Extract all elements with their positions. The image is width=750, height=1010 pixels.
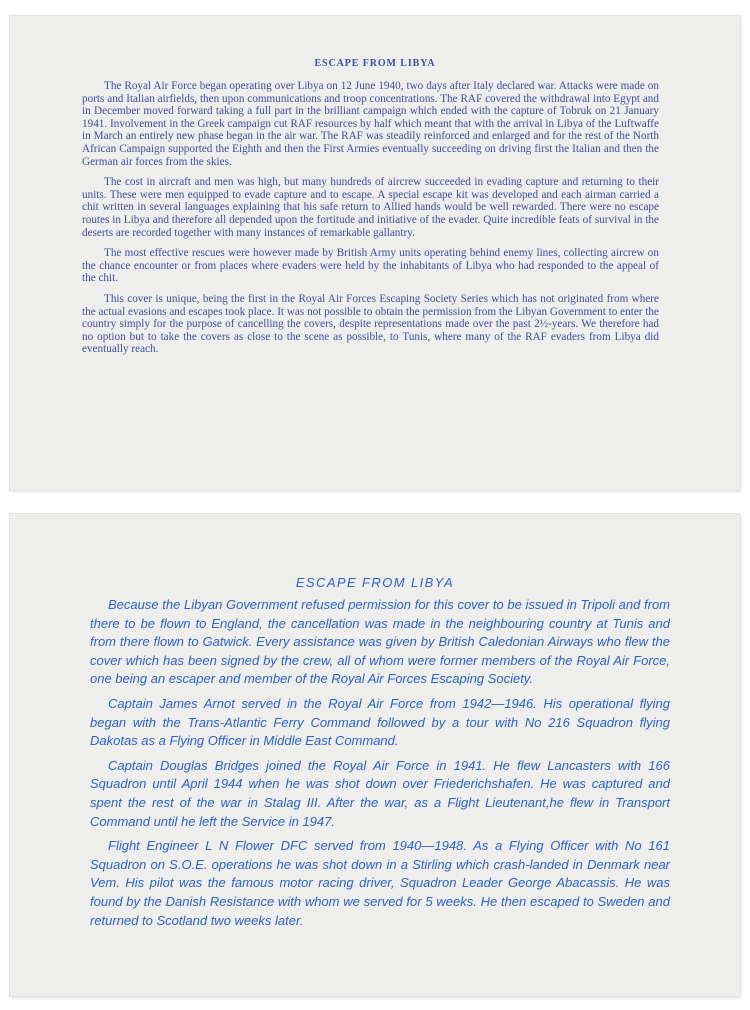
paragraph-cancellation: Because the Libyan Government refused permission for this cover to be issued in Tripoli and from there to be flown to England, the cancellation was made in the neighbouring country at Tunis and from there flown to Gatwick. Every assistance was given by British Caledonian Airways who flew the cover which has been signed by the crew, all of whom were former members of the Royal Air Force, one being an escaper and member of the Royal Air Forces Escaping Society. bbox=[90, 597, 670, 687]
card-title: ESCAPE FROM LIBYA bbox=[314, 58, 436, 69]
paragraph-raf-operations: The Royal Air Force began operating over Libya on 12 June 1940, two days after Italy declared war. Attacks were made on ports and Italian airfields, then upon communications and troop concentrations. The RAF covered the withdrawal into Egypt and in December moved forward taking a full part in the brilliant campaign which ended with the capture of Tobruk on 21 January 1941. Involvement in the Greek campaign cut RAF resources by half which meant that with the arrival in Libya of the Luftwaffe in March an entirely new phase began in the air war. The RAF was steadily reinforced and enlarged and for the rest of the North African Campaign supported the Eighth and then the First Armies eventually succeeding on driving first the Italian and then the German air forces from the skies. bbox=[82, 80, 659, 168]
paragraph-captain-arnot: Captain James Arnot served in the Royal Air Force from 1942—1946. His operational flying began with the Trans-Atlantic Ferry Command followed by a tour with No 216 Squadron flying Dakotas as a Flying Officer in Middle East Command. bbox=[90, 695, 670, 749]
card-body bbox=[82, 80, 659, 364]
card-body bbox=[90, 596, 670, 936]
paragraph-captain-bridges: Captain Douglas Bridges joined the Royal Air Force in 1941. He flew Lancasters with 166 Squadron until April 1944 when he was shot down over Friederichshafen. He was captured and spent the rest of the war in Stalag III. After the war, as a Flight Lieutenant,he flew in Transport Command until he left the Service in 1947. bbox=[90, 757, 670, 829]
paragraph-cover-unique: This cover is unique, being the first in the Royal Air Forces Escaping Society Series which has not originated from where the actual evasions and escapes took place. It was not possible to obtain the permission from the Libyan Government to enter the country simply for the purpose of cancelling the covers, despite representations made over the past 2½-years. We therefore had no option but to take the covers as close to the scene as possible, to Tunis, where many of the RAF evaders from Libya did eventually reach. bbox=[82, 292, 659, 356]
cover-insert-card-typewritten bbox=[10, 16, 740, 490]
cover-insert-card-italic bbox=[10, 514, 740, 996]
paragraph-cost-and-evasion: The cost in aircraft and men was high, but many hundreds of aircrew succeeded in evading capture and returning to their units. These were men equipped to evade capture and to escape. A special escape kit was developed and each airman carried a chit written in several languages explaining that his safe return to Allied hands would be well rewarded. There were no escape routes in Libya and therefore all depended upon the fortitude and initiative of the evader. Quite incredible feats of survival in the deserts are recorded together with many instances of remarkable gallantry. bbox=[82, 176, 659, 239]
paragraph-flight-engineer-flower: Flight Engineer L N Flower DFC served from 1940—1948. As a Flying Officer with No 161 Squadron on S.O.E. operations he was shot down in a Stirling which crash-landed in Denmark near Vem. His pilot was the famous motor racing driver, Squadron Leader George Abacassis. He was found by the Danish Resistance with whom we served for 5 weeks. He then escaped to Sweden and returned to Scotland two weeks later. bbox=[90, 838, 670, 928]
card-title: ESCAPE FROM LIBYA bbox=[295, 575, 455, 590]
paragraph-army-rescues: The most effective rescues were however made by British Army units operating behind enemy lines, collecting aircrew on the chance encounter or from places where evaders were held by the inhabitants of Libya who had responded to the appeal of the chit. bbox=[82, 247, 659, 285]
